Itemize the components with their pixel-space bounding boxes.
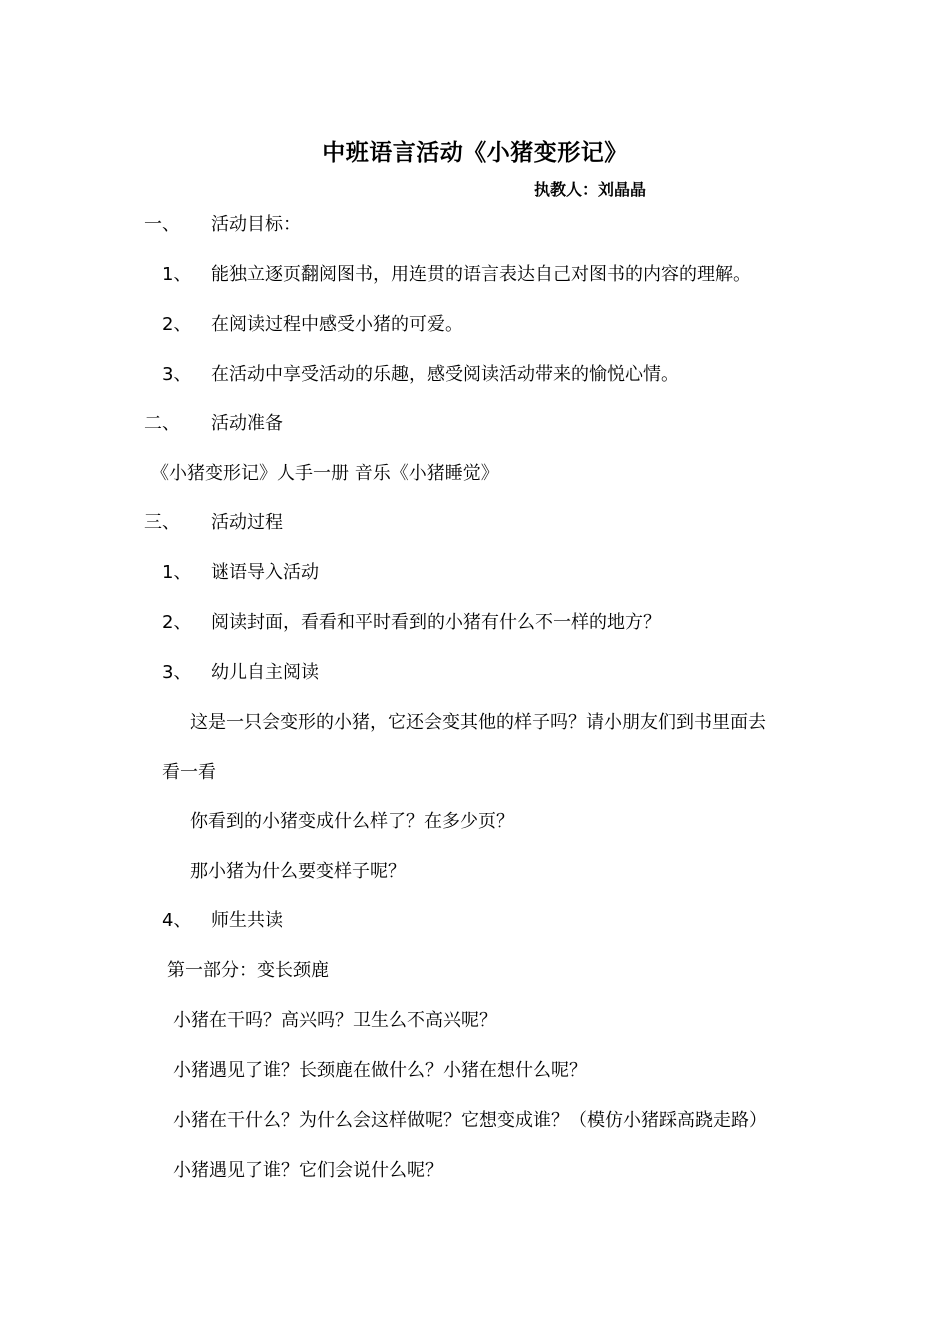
- list-item-text: 幼儿自主阅读: [211, 662, 319, 683]
- question-line: 那小猪为什么要变样子呢？: [190, 861, 406, 882]
- list-item-number: 3、: [162, 364, 192, 385]
- question-line: 小猪在干什么？为什么会这样做呢？它想变成谁？（模仿小猪踩高跷走路）: [173, 1110, 767, 1131]
- question-line: 小猪遇见了谁？它们会说什么呢？: [173, 1160, 443, 1181]
- list-item-number: 1、: [162, 264, 192, 285]
- paragraph-line: 看一看: [162, 762, 216, 783]
- section2-number: 二、: [144, 413, 180, 434]
- list-item-number: 2、: [162, 314, 192, 335]
- materials-text: 《小猪变形记》人手一册 音乐《小猪睡觉》: [151, 463, 499, 484]
- list-item-number: 4、: [162, 910, 192, 931]
- part-heading: 第一部分：变长颈鹿: [167, 960, 329, 981]
- question-line: 小猪在干吗？高兴吗？卫生么不高兴呢？: [173, 1010, 497, 1031]
- list-item-text: 谜语导入活动: [211, 562, 319, 583]
- list-item-number: 1、: [162, 562, 192, 583]
- section1-heading: 活动目标：: [211, 214, 301, 235]
- list-item-text: 阅读封面，看看和平时看到的小猪有什么不一样的地方？: [211, 612, 661, 633]
- section3-heading: 活动过程: [211, 512, 283, 533]
- list-item-number: 2、: [162, 612, 192, 633]
- list-item-number: 3、: [162, 662, 192, 683]
- section1-number: 一、: [144, 214, 180, 235]
- section3-number: 三、: [144, 512, 180, 533]
- list-item-text: 在阅读过程中感受小猪的可爱。: [211, 314, 463, 335]
- paragraph-line: 这是一只会变形的小猪，它还会变其他的样子吗？请小朋友们到书里面去: [190, 712, 766, 733]
- list-item-text: 在活动中享受活动的乐趣，感受阅读活动带来的愉悦心情。: [211, 364, 679, 385]
- page-title: 中班语言活动《小猪变形记》: [322, 140, 628, 166]
- question-line: 小猪遇见了谁？长颈鹿在做什么？小猪在想什么呢？: [173, 1060, 587, 1081]
- section2-heading: 活动准备: [211, 413, 283, 434]
- list-item-text: 能独立逐页翻阅图书，用连贯的语言表达自己对图书的内容的理解。: [211, 264, 751, 285]
- list-item-text: 师生共读: [211, 910, 283, 931]
- author-line: 执教人：刘晶晶: [534, 180, 647, 199]
- question-line: 你看到的小猪变成什么样了？在多少页？: [190, 811, 514, 832]
